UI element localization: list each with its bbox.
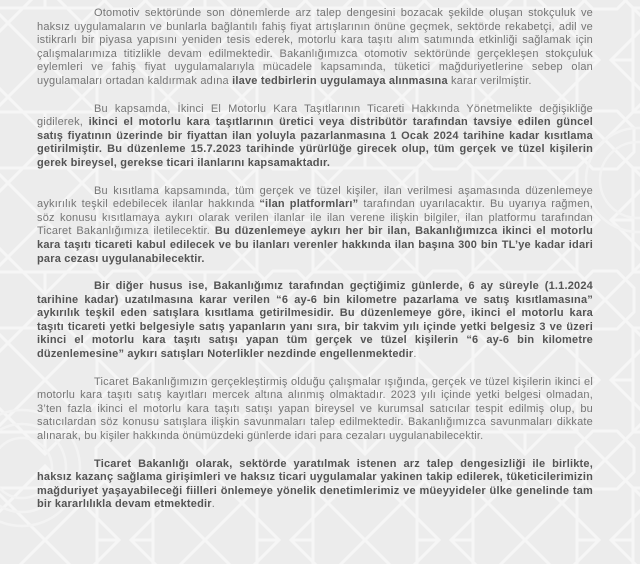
document-body bbox=[37, 7, 593, 526]
paragraph-3-segment-3: tarafından uyarılacaktır. Bu uyarıya rağmen, söz konusu kısıtlamaya aykırı olarak verilen ilanlar ile ilan verene ilişkin bilgiler, ilan platformu tarafından Ticaret Bakanlığımıza iletilecektir. bbox=[37, 198, 593, 238]
paragraph-6-segment-2: . bbox=[211, 498, 216, 511]
paragraph-2-segment-1: Bu kapsamda, İkinci El Motorlu Kara Taşıtlarının Ticareti Hakkında Yönetmelikte değişikliğe gidilerek, bbox=[37, 102, 593, 129]
paragraph-1-segment-2: ilave tedbirlerin uygulamaya alınmasına bbox=[232, 74, 448, 87]
paragraph-1 bbox=[37, 7, 593, 89]
paragraph-4-segment-1: Bir diğer husus ise, Bakanlığımız tarafından geçtiğimiz günlerde, 6 ay süreyle (1.1.2024 tarihine kadar) uzatılmasına karar verilen “6 ay-6 bin kilometre pazarlama ve satış kısıtlamasına” aykırılık teşkil eden satışlara kısıtlama getirilmesidir. Bu düzenlemeye göre, ikinci el motorlu kara taşıtı ticareti yetki belgesiyle satış yapanların yanı sıra, bir takvim yılı içinde yetki belgesiz 3 ve üzeri ikinci el motorlu kara taşıtı satışı yapan tüm gerçek ve tüzel kişilerin “6 ay-6 bin kilometre düzenlemesine” aykırı satışları Noterlikler nezdinde engellenmektedir bbox=[37, 280, 593, 361]
paragraph-3 bbox=[37, 185, 593, 267]
paragraph-3-segment-4: Bu düzenlemeye aykırı her bir ilan, Bakanlığımızca ikinci el motorlu kara taşıtı ticareti kabul edilecek ve bu ilanları verenler hakkında ilan başına 300 bin TL’ye kadar idari para cezası uygulanabilecektir. bbox=[37, 225, 593, 265]
paragraph-3-segment-2: “ilan platformları” bbox=[259, 198, 359, 211]
paragraph-2 bbox=[37, 103, 593, 171]
paragraph-1-segment-1: Otomotiv sektöründe son dönemlerde arz talep dengesini bozacak şekilde oluşan stokçuluk ve haksız uygulamaların ve bunlarla bağlantılı fahiş fiyat artışlarının önüne geçmek, sektörde rekabetçi, adil ve istikrarlı bir piyasa yapısını yeniden tesis ederek, motorlu kara taşıtı alım satımında etkinliği sağlamak için çalışmalarımıza titizlikle devam edilmektedir. Bakanlığımızca otomotiv sektöründe gerçekleşen stokçuluk eylemleri ve fahiş fiyat uygulamalarıyla mücadele kapsamında, tüketici mağduriyetlerine sebep olan uygulamaları ortadan kaldırmak adına bbox=[37, 7, 593, 87]
paragraph-5-segment-1: Ticaret Bakanlığımızın gerçekleştirmiş olduğu çalışmalar ışığında, gerçek ve tüzel kişilerin ikinci el motorlu kara taşıtı satış kayıtları mercek altına alınmış olmaktadır. 2023 yılı içinde yetki belgesi olmadan, 3’ten fazla ikinci el motorlu kara taşıtı satışı yapan bireysel ve kurumsal satıcılar tespit edilmiş olup, bu satıcılardan söz konusu satışlara ilişkin savunmaları talep edilmektedir. Bakanlığımızca savunmaları dikkate alınarak, bu kişiler hakkında önümüzdeki günlerde idari para cezaları uygulanabilecektir. bbox=[37, 375, 593, 443]
paragraph-4 bbox=[37, 280, 593, 362]
paragraph-3-segment-1: Bu kısıtlama kapsamında, tüm gerçek ve tüzel kişiler, ilan verilmesi aşamasında düzenlemeye aykırılık teşkil edebilecek ilanlar hakkında bbox=[37, 184, 593, 211]
paragraph-4-segment-2: . bbox=[413, 348, 417, 361]
paragraph-6 bbox=[37, 458, 593, 512]
paragraph-2-segment-2: ikinci el motorlu kara taşıtlarının üretici veya distribütör tarafından tavsiye edilen güncel satış fiyatının üzerinde bir fiyattan ilan yoluyla pazarlanmasına 1 Ocak 2024 tarihine kadar kısıtlama getirilmiştir. Bu düzenleme 15.7.2023 tarihinde yürürlüğe girecek olup, tüm gerçek ve tüzel kişilerin gerek bireysel, gerekse ticari ilanlarını kapsamaktadır. bbox=[37, 116, 594, 169]
paragraph-1-segment-3: karar verilmiştir. bbox=[447, 74, 532, 87]
paragraph-6-segment-1: Ticaret Bakanlığı olarak, sektörde yaratılmak istenen arz talep dengesizliği ile birlikte, haksız kazanç sağlama girişimleri ve haksız ticari uygulamalar yakinen takip edilerek, tüketicilerimizin mağduriyet yaşayabileceği fiilleri önlemeye yönelik denetimlerimiz ve müeyyideler ülke genelinde tam bir kararlılıkla devam etmektedir bbox=[37, 457, 593, 511]
paragraph-5 bbox=[37, 376, 593, 444]
